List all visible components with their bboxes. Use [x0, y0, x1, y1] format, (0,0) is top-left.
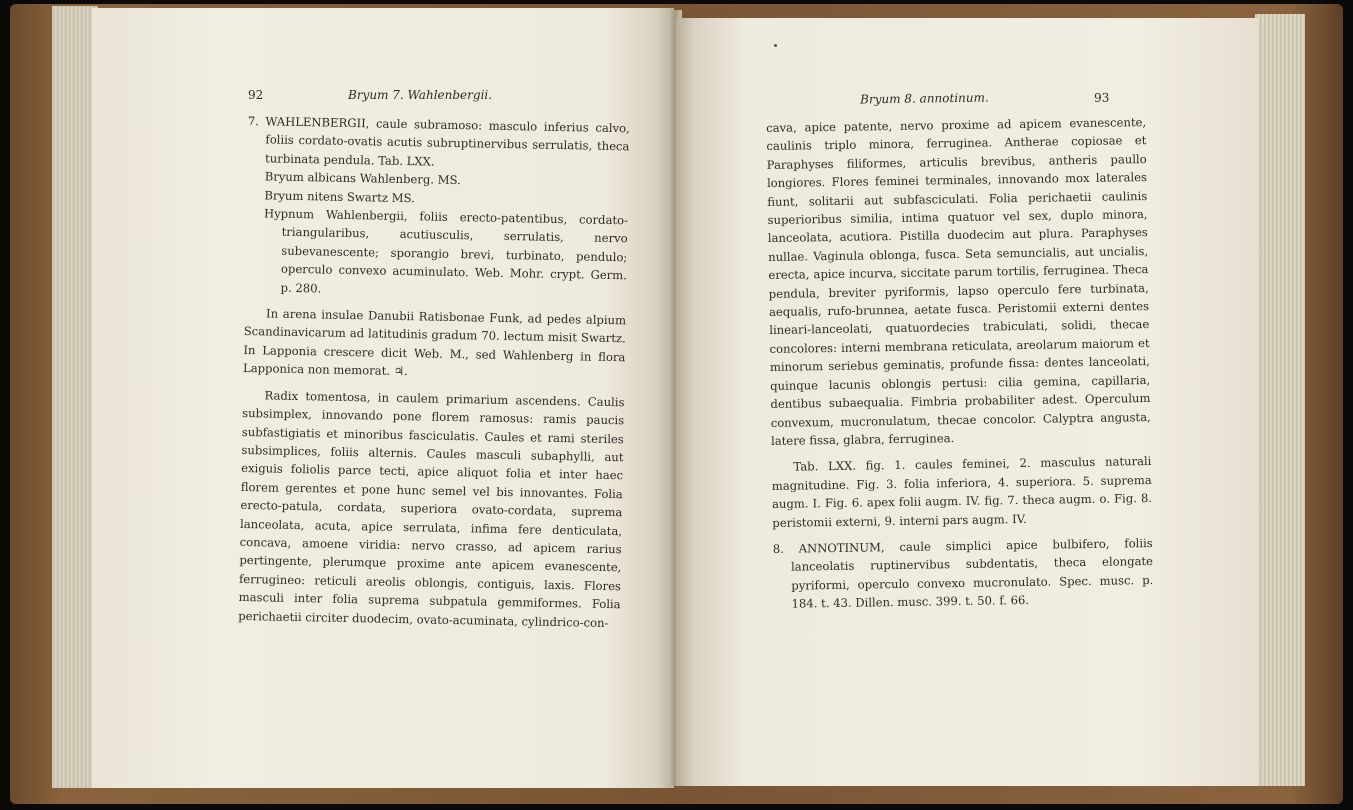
right-page-text	[766, 113, 1154, 613]
description-paragraph: cava, apice patente, nervo proxime ad apicem evanescente, caulinis triplo minora, ferruginea. Antherae copiosae et Paraphyses filiformes, articulis brevibus, antheris paullo longiores. Flores feminei terminales, innovando mox laterales fiunt, solitarii aut subfasciculati. Folia perichaetii caulinis superioribus similia, intima quatuor vel sex, duplo minora, lanceolata, acutiora. Pistilla duodecim aut plura. Paraphyses nullae. Vaginula oblonga, fusca. Seta semuncialis, aut uncialis, erecta, apice incurva, siccitate parum tortilis, ferruginea. Theca pendula, breviter pyriformis, lapso operculo fere turbinata, aequalis, rufo-brunnea, aetate fusca. Peristomii externi dentes lineari-lanceolati, quatuordecies trabiculati, solidi, thecae concolores: interni membrana reticulata, areolarum maiorum et minorum seriebus geminatis, profunde fissa: dentes lanceolati, quinque lacunis oblongis pertusi: cilia gemina, capillaria, dentibus subaequalia. Fimbria probabiliter adest. Operculum convexum, mucronulatum, thecae concolor. Calyptra angusta, latere fissa, glabra, ferruginea.	[766, 115, 1151, 448]
running-title: Bryum 8. annotinum.	[859, 90, 989, 107]
page-edges-right	[1255, 14, 1305, 786]
species-entry: 7. WAHLENBERGII, caule subramoso: masculo inferius calvo, foliis cordato-ovatis acutis subruptinervibus serrulatis, theca turbinata pendula. Tab. LXX.	[247, 113, 630, 169]
left-page	[92, 8, 674, 788]
left-page-text	[238, 112, 630, 632]
synonym: Bryum albicans Wahlenberg. MS.	[264, 169, 461, 188]
page-number: 93	[1093, 90, 1110, 105]
running-title: Bryum 7. Wahlenbergii.	[348, 88, 493, 102]
species-entry: 8. ANNOTINUM, caule simplici apice bulbifero, foliis lanceolatis ruptinervibus subdentatis, theca elongate pyriformi, operculo convexo mucronulato. Spec. musc. p. 184. t. 43. Dillen. musc. 399. t. 50. f. 66.	[772, 535, 1154, 611]
synonym-description: Hypnum Wahlenbergii, foliis erecto-patentibus, cordato-triangularibus, acutiusculis, serrulatis, nervo subevanescente; sporangio brevi, turbinato, pendulo; operculo convexo acuminulato. Web. Mohr. crypt. Germ. p. 280.	[263, 206, 629, 296]
speck	[774, 44, 777, 47]
synonym: Bryum nitens Swartz MS.	[264, 187, 415, 205]
page-number: 92	[248, 88, 264, 102]
habitat-paragraph: In arena insulae Danubii Ratisbonae Funk, ad pedes alpium Scandinavicarum ad latitudinis gradum 70. lectum misit Swartz. In Lapponia crescere dicit Web. M., sed Wahlenberg in flora Lapponica non memorat. ♃.	[242, 306, 627, 379]
right-page	[676, 18, 1258, 786]
figure-caption: Tab. LXX. fig. 1. caules feminei, 2. masculus naturali magnitudine. Fig. 3. folia inferiora, 4. superiora. 5. suprema augm. I. Fig. 6. apex folii augm. IV. fig. 7. theca augm. o. Fig. 8. peristomii externi, 9. interni pars augm. IV.	[771, 454, 1153, 530]
description-paragraph: Radix tomentosa, in caulem primarium ascendens. Caulis subsimplex, innovando pone florem ramosus: ramis paucis subfastigiatis et minoribus fasciculatis. Caules et rami steriles subsimplices, foliis alternis. Caules masculi subaphylli, aut exiguis foliolis parce tecti, apice aliquot folia et inter haec florem gerentes et pone hunc semel vel bis innovantes. Folia erecto-patula, cordata, superiora ovato-cordata, suprema lanceolata, acuta, apice serrulata, infima fere denticulata, concava, amoene viridia: nervo crasso, ad apicem rarius pertingente, plerumque proxime ante apicem evanescente, ferrugineo: reticuli areolis oblongis, contiguis, laxis. Flores masculi inter folia suprema subpatula gemmiformes. Folia perichaetii circiter duodecim, ovato-acuminata, cylindrico-con-	[238, 388, 625, 630]
